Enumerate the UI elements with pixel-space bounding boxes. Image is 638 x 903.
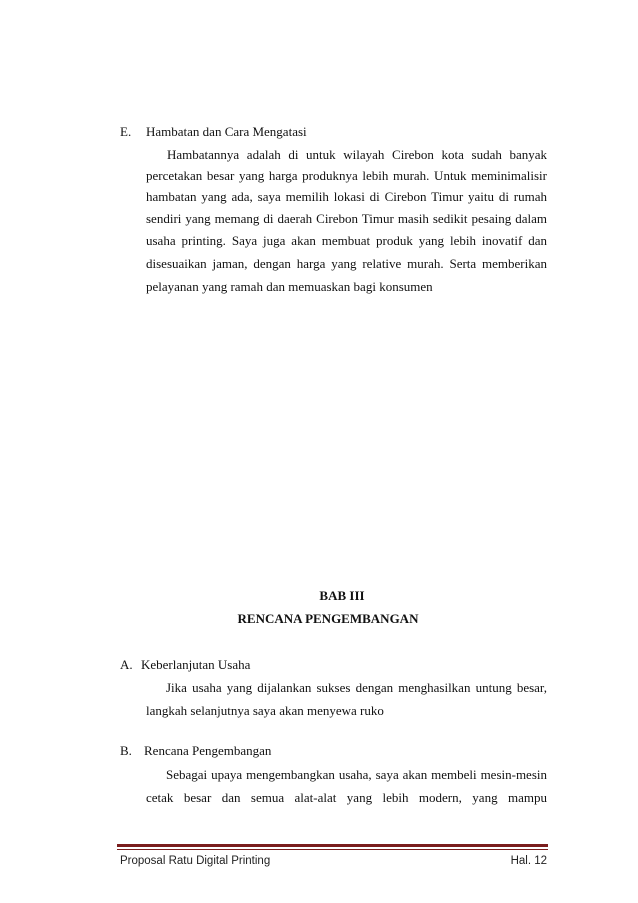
chapter-title: RENCANA PENGEMBANGAN: [237, 611, 419, 626]
section-a-heading: Keberlanjutan Usaha: [141, 657, 251, 672]
footer-rule-thick: [117, 844, 548, 847]
section-e-marker: E.: [120, 124, 132, 139]
section-e-line-6: disesuaikan jaman, dengan harga yang relative murah. Serta memberikan: [146, 256, 547, 271]
section-b-heading: Rencana Pengembangan: [144, 743, 272, 758]
section-b-marker: B.: [120, 743, 132, 758]
section-e-line-5: usaha printing. Saya juga akan membuat produk yang lebih inovatif dan: [146, 233, 547, 248]
chapter-number: BAB III: [319, 588, 365, 603]
section-e-line-1: Hambatannya adalah di untuk wilayah Cirebon kota sudah banyak: [167, 147, 547, 162]
footer-document-title: Proposal Ratu Digital Printing: [120, 855, 271, 867]
section-e-heading: Hambatan dan Cara Mengatasi: [146, 124, 307, 139]
section-e-line-4: sendiri yang memang di daerah Cirebon Timur masih sedikit pesaing dalam: [146, 211, 547, 226]
section-e-line-2: percetakan besar yang harga produknya lebih murah. Untuk meminimalisir: [146, 168, 547, 183]
section-b-line-1: Sebagai upaya mengembangkan usaha, saya akan membeli mesin-mesin: [166, 767, 547, 782]
section-a-line-1: Jika usaha yang dijalankan sukses dengan menghasilkan untung besar,: [166, 680, 547, 695]
section-a-marker: A.: [120, 657, 133, 672]
section-e-line-7: pelayanan yang ramah dan memuaskan bagi konsumen: [146, 279, 433, 294]
footer-page-number: Hal. 12: [510, 855, 547, 867]
section-b-line-2: cetak besar dan semua alat-alat yang lebih modern, yang mampu: [146, 790, 547, 805]
section-e-line-3: hambatan yang ada, saya memilih lokasi di Cirebon Timur yaitu di rumah: [146, 189, 547, 204]
section-a-line-2: langkah selanjutnya saya akan menyewa ruko: [146, 703, 384, 718]
footer-rule-thin: [117, 849, 548, 850]
